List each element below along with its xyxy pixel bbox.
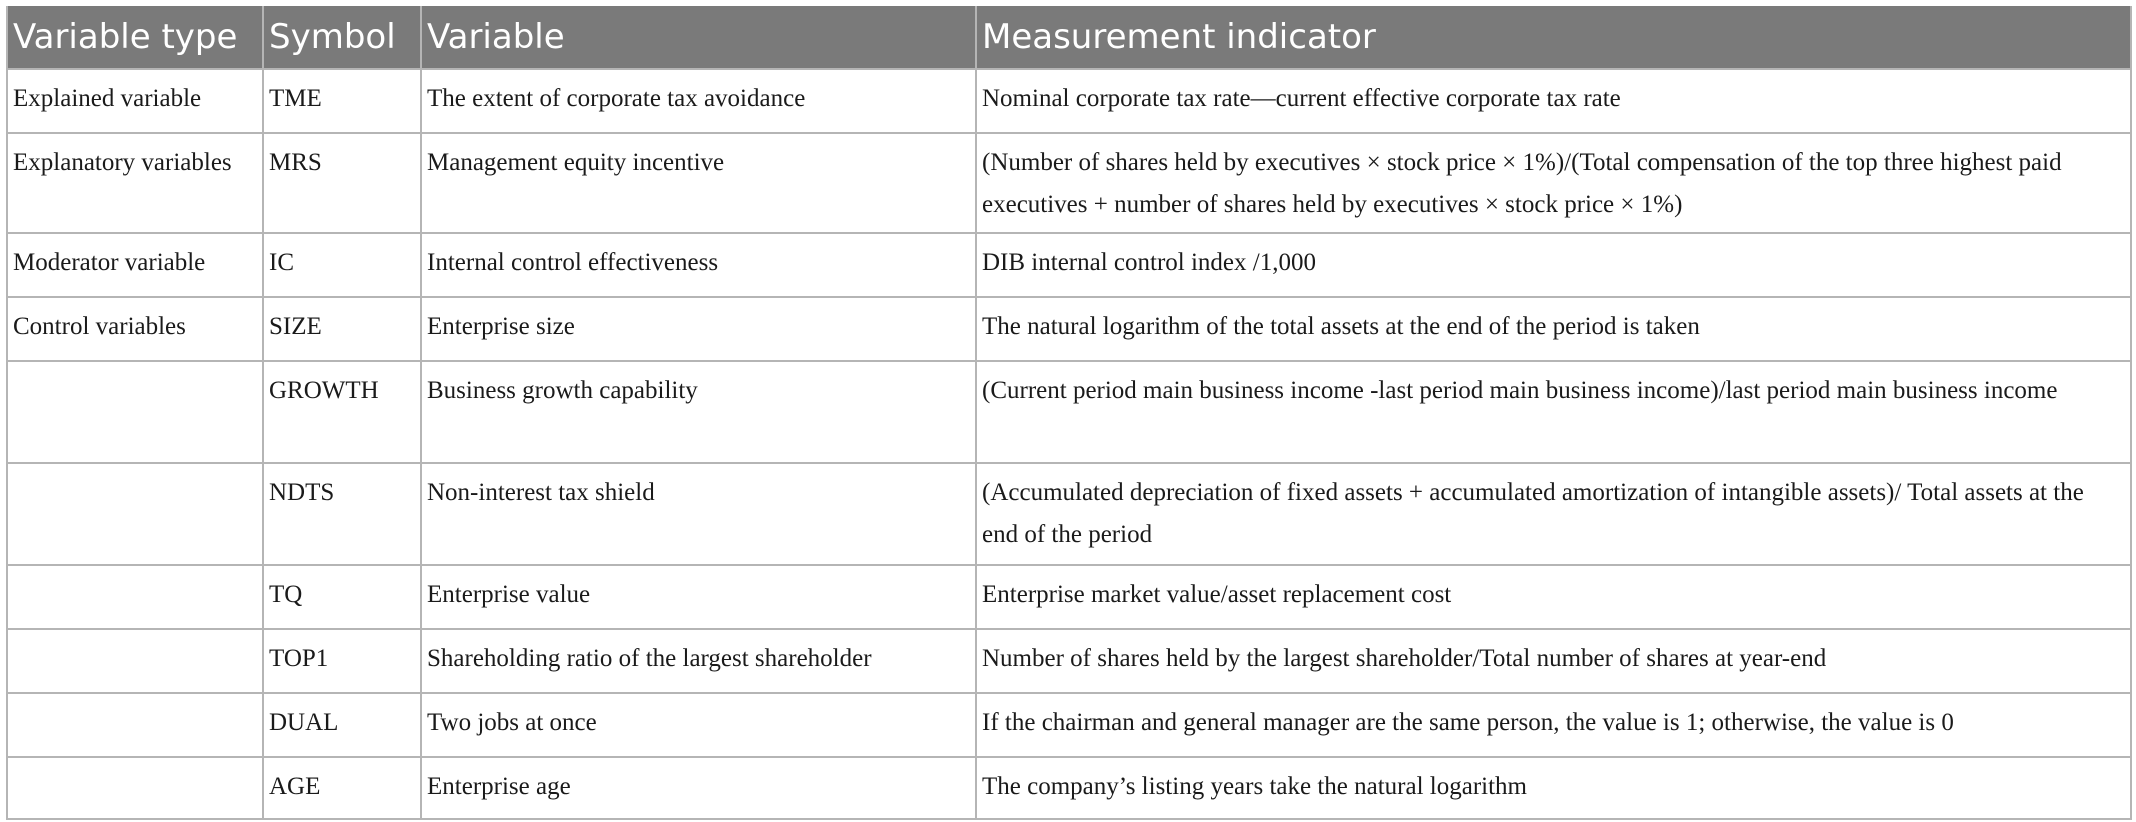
header-measurement-indicator: Measurement indicator bbox=[976, 6, 2131, 69]
cell-measurement-indicator: (Number of shares held by executives × stock price × 1%)/(Total compensation of the top three highest paid executives + number of shares held by executives × stock price × 1%) bbox=[976, 133, 2131, 233]
header-variable-type: Variable type bbox=[7, 6, 263, 69]
cell-measurement-indicator: Enterprise market value/asset replacement cost bbox=[976, 565, 2131, 629]
table-header-row bbox=[7, 6, 2131, 69]
cell-variable-type bbox=[7, 629, 263, 693]
cell-variable: Business growth capability bbox=[421, 361, 976, 463]
table-row bbox=[7, 233, 2131, 297]
cell-measurement-indicator: The natural logarithm of the total assets at the end of the period is taken bbox=[976, 297, 2131, 361]
cell-symbol: GROWTH bbox=[263, 361, 421, 463]
cell-symbol: MRS bbox=[263, 133, 421, 233]
table-row bbox=[7, 463, 2131, 565]
cell-variable-type bbox=[7, 361, 263, 463]
table-row bbox=[7, 693, 2131, 757]
cell-symbol: TOP1 bbox=[263, 629, 421, 693]
table-row bbox=[7, 565, 2131, 629]
cell-variable: Non-interest tax shield bbox=[421, 463, 976, 565]
table-row bbox=[7, 133, 2131, 233]
cell-symbol: TQ bbox=[263, 565, 421, 629]
cell-symbol: TME bbox=[263, 69, 421, 133]
cell-variable: Enterprise age bbox=[421, 757, 976, 819]
cell-variable: Shareholding ratio of the largest shareholder bbox=[421, 629, 976, 693]
cell-symbol: DUAL bbox=[263, 693, 421, 757]
cell-measurement-indicator: Number of shares held by the largest shareholder/Total number of shares at year-end bbox=[976, 629, 2131, 693]
cell-variable-type bbox=[7, 565, 263, 629]
cell-measurement-indicator: (Accumulated depreciation of fixed assets + accumulated amortization of intangible assets)/ Total assets at the end of the period bbox=[976, 463, 2131, 565]
cell-variable-type bbox=[7, 463, 263, 565]
cell-measurement-indicator: (Current period main business income -last period main business income)/last period main business income bbox=[976, 361, 2131, 463]
table-row bbox=[7, 361, 2131, 463]
cell-variable-type: Moderator variable bbox=[7, 233, 263, 297]
cell-variable-type: Control variables bbox=[7, 297, 263, 361]
table-row bbox=[7, 297, 2131, 361]
cell-symbol: IC bbox=[263, 233, 421, 297]
cell-symbol: NDTS bbox=[263, 463, 421, 565]
cell-measurement-indicator: Nominal corporate tax rate—current effective corporate tax rate bbox=[976, 69, 2131, 133]
table-row bbox=[7, 69, 2131, 133]
cell-variable-type bbox=[7, 693, 263, 757]
cell-measurement-indicator: The company’s listing years take the natural logarithm bbox=[976, 757, 2131, 819]
cell-variable-type: Explained variable bbox=[7, 69, 263, 133]
table-row bbox=[7, 757, 2131, 819]
header-variable: Variable bbox=[421, 6, 976, 69]
table-row bbox=[7, 629, 2131, 693]
cell-symbol: SIZE bbox=[263, 297, 421, 361]
cell-variable: Two jobs at once bbox=[421, 693, 976, 757]
variables-table bbox=[6, 6, 2132, 820]
cell-variable-type: Explanatory variables bbox=[7, 133, 263, 233]
cell-variable-type bbox=[7, 757, 263, 819]
cell-measurement-indicator: DIB internal control index /1,000 bbox=[976, 233, 2131, 297]
header-symbol: Symbol bbox=[263, 6, 421, 69]
cell-variable: Management equity incentive bbox=[421, 133, 976, 233]
cell-variable: Enterprise value bbox=[421, 565, 976, 629]
cell-variable: Internal control effectiveness bbox=[421, 233, 976, 297]
cell-measurement-indicator: If the chairman and general manager are the same person, the value is 1; otherwise, the value is 0 bbox=[976, 693, 2131, 757]
cell-symbol: AGE bbox=[263, 757, 421, 819]
cell-variable: Enterprise size bbox=[421, 297, 976, 361]
cell-variable: The extent of corporate tax avoidance bbox=[421, 69, 976, 133]
